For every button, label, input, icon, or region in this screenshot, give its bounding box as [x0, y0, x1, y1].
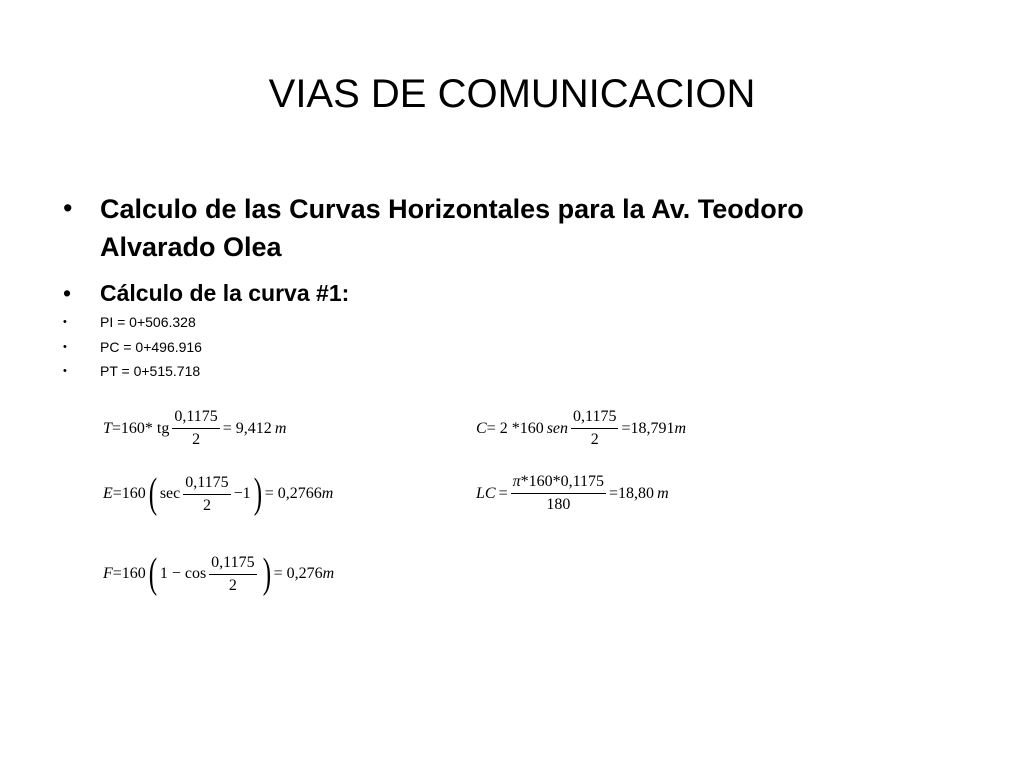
- fraction-numerator: 0,1175: [172, 408, 219, 429]
- formula-function: sec: [159, 485, 181, 502]
- fraction-denominator: 2: [192, 431, 201, 448]
- formula-chord: [476, 408, 686, 449]
- fraction: [183, 474, 230, 515]
- formula-text: = 2 *160: [486, 419, 544, 437]
- formula-lhs: T: [103, 419, 112, 437]
- formula-result: = 0,276: [273, 565, 323, 582]
- parenthesized-expression: [146, 553, 274, 595]
- bullet-subheading: Cálculo de la curva #1:: [100, 280, 350, 306]
- right-paren-icon: ): [262, 551, 271, 597]
- right-paren-icon: ): [253, 471, 262, 517]
- formula-middle-ordinate: [103, 553, 334, 595]
- fraction-denominator: 2: [590, 431, 599, 448]
- formula-lhs: E: [103, 485, 113, 502]
- fraction-denominator: 2: [228, 576, 237, 594]
- formula-function: sen: [546, 419, 569, 437]
- fraction-denominator: 2: [202, 496, 211, 514]
- formula-result: = 9,412: [222, 419, 272, 437]
- formula-text: =160* tg: [111, 419, 170, 437]
- formula-unit: m: [322, 565, 335, 582]
- formula-text: =160: [112, 565, 146, 582]
- fraction: [172, 408, 219, 449]
- formula-curve-length: [476, 473, 669, 514]
- fraction-denominator: 180: [546, 496, 571, 513]
- parenthesized-expression: [146, 473, 265, 515]
- bullet-item-pc: PC = 0+496.916: [100, 339, 202, 355]
- formula-unit: m: [321, 485, 334, 502]
- formula-unit: m: [674, 419, 687, 437]
- fraction-numerator: [511, 473, 606, 494]
- slide-title: VIAS DE COMUNICACION: [268, 72, 756, 116]
- fraction-numerator: 0,1175: [571, 408, 618, 429]
- bullet-item-pt: PT = 0+515.718: [100, 363, 201, 379]
- fraction: [209, 554, 256, 595]
- bullet-heading: Calculo de las Curvas Horizontales para la Av. Teodoro Alvarado Olea: [100, 194, 804, 262]
- formula-result: =18,80: [609, 484, 655, 502]
- formula-lhs: F: [103, 565, 113, 582]
- left-paren-icon: (: [148, 551, 158, 597]
- fraction: [571, 408, 618, 449]
- formula-result: = 0,2766: [264, 485, 322, 502]
- formula-text: =: [498, 484, 508, 502]
- fraction-numerator: 0,1175: [209, 554, 256, 575]
- formula-unit: m: [657, 484, 669, 502]
- bullet-dot: •: [63, 341, 67, 353]
- bullet-item-pi: PI = 0+506.328: [100, 314, 196, 330]
- formula-lhs: LC: [476, 484, 496, 502]
- pi-symbol: π: [512, 473, 521, 490]
- formula-tangent: [103, 408, 286, 449]
- bullet-dot: •: [63, 316, 67, 328]
- bullet-dot: •: [63, 365, 67, 377]
- formula-result: =18,791: [621, 419, 675, 437]
- fraction-numerator: 0,1175: [183, 474, 230, 495]
- left-paren-icon: (: [148, 471, 158, 517]
- bullet-dot: •: [63, 193, 73, 223]
- formula-external: [103, 473, 333, 515]
- formula-text: −1: [233, 485, 251, 502]
- formula-lhs: C: [476, 419, 487, 437]
- formula-text: 1 − cos: [159, 565, 207, 582]
- numerator-text: *160*0,1175: [520, 473, 605, 490]
- formula-text: =160: [112, 485, 146, 502]
- fraction: [511, 473, 606, 514]
- formula-unit: m: [274, 419, 287, 437]
- bullet-dot: •: [63, 280, 72, 306]
